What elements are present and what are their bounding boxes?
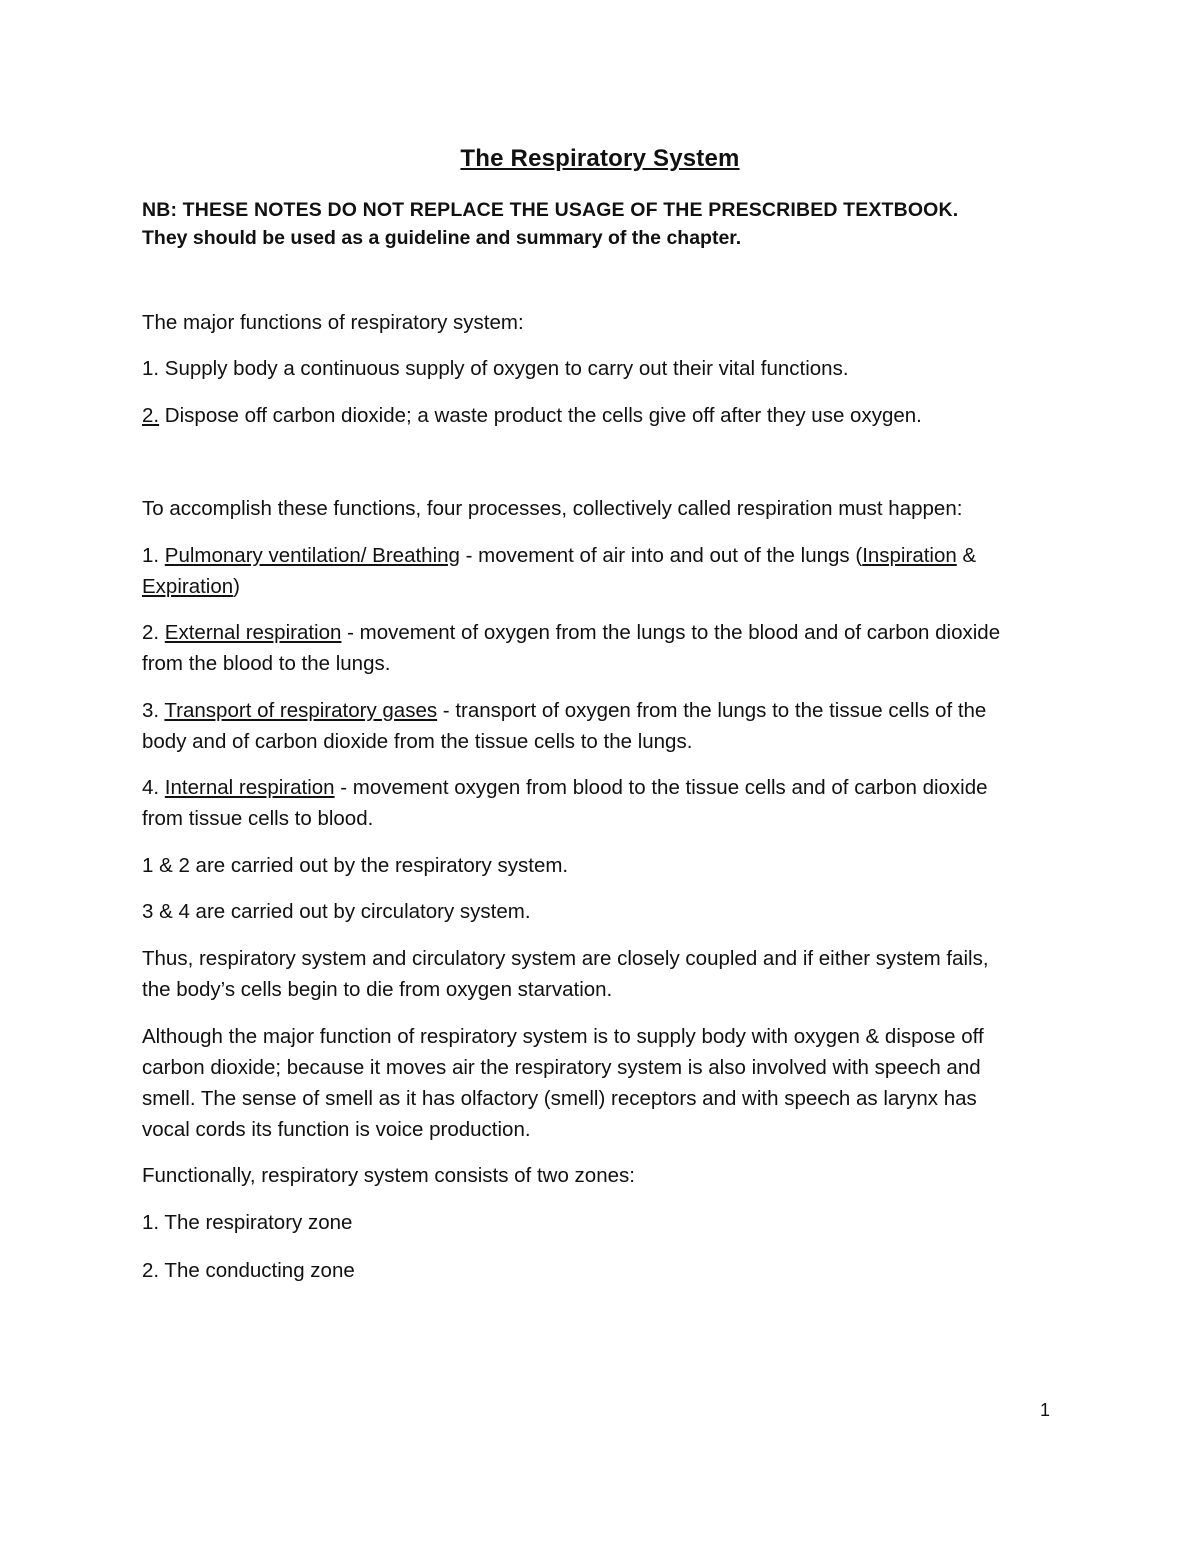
processes-heading: To accomplish these functions, four processes, collectively called respiration must happen: [142, 497, 963, 520]
process-1-text-a: - movement of air into and out of the lungs ( [459, 544, 863, 567]
process-item-4 [142, 772, 1072, 834]
zones-heading: Functionally, respiratory system consists of two zones: [142, 1164, 635, 1187]
process-item-2 [142, 617, 1072, 679]
process-1-text-c: ) [233, 575, 240, 598]
although-line-1: Although the major function of respiratory system is to supply body with oxygen & dispose off [142, 1025, 984, 1048]
zone-item-2: 2. The conducting zone [142, 1259, 355, 1282]
functions-heading: The major functions of respiratory system: [142, 311, 524, 334]
process-4-text-a: - movement oxygen from blood to the tissue cells and of carbon dioxide [334, 776, 988, 799]
thus-line-1: Thus, respiratory system and circulatory system are closely coupled and if either system fails, [142, 947, 989, 970]
process-3-text-b: body and of carbon dioxide from the tissue cells to the lungs. [142, 730, 693, 753]
process-4-number: 4. [142, 776, 165, 799]
process-item-3 [142, 695, 1072, 757]
process-4-term: Internal respiration [164, 776, 335, 799]
process-3-text-a: - transport of oxygen from the lungs to the tissue cells of the [437, 699, 987, 722]
zone-item-1: 1. The respiratory zone [142, 1211, 353, 1234]
function-item-2-number: 2. [142, 404, 160, 427]
although-line-2: carbon dioxide; because it moves air the respiratory system is also involved with speech and [142, 1056, 981, 1079]
page-number: 1 [1040, 1400, 1051, 1420]
process-1-term-inspiration: Inspiration [862, 544, 957, 567]
process-2-text-a: - movement of oxygen from the lungs to the blood and of carbon dioxide [341, 621, 1001, 644]
function-item-1: 1. Supply body a continuous supply of oxygen to carry out their vital functions. [142, 357, 849, 380]
process-1-term-expiration: Expiration [142, 575, 234, 598]
process-2-text-b: from the blood to the lungs. [142, 652, 391, 675]
process-1-term: Pulmonary ventilation/ Breathing [164, 544, 460, 567]
process-4-text-b: from tissue cells to blood. [142, 807, 374, 830]
process-item-1 [142, 540, 1072, 602]
nb-notice [142, 196, 1072, 252]
page-title: The Respiratory System [460, 145, 740, 172]
process-2-term: External respiration [164, 621, 342, 644]
process-1-text-b: & [956, 544, 977, 567]
although-paragraph [142, 1021, 1072, 1145]
process-3-number: 3. [142, 699, 165, 722]
although-line-3: smell. The sense of smell as it has olfactory (smell) receptors and with speech as larynx has [142, 1087, 977, 1110]
function-item-2 [142, 400, 1072, 431]
although-line-4: vocal cords its function is voice production. [142, 1118, 531, 1141]
nb-notice-line-1: NB: THESE NOTES DO NOT REPLACE THE USAGE OF THE PRESCRIBED TEXTBOOK. [142, 199, 959, 221]
process-3-term: Transport of respiratory gases [164, 699, 438, 722]
process-2-number: 2. [142, 621, 165, 644]
function-item-2-text: Dispose off carbon dioxide; a waste product the cells give off after they use oxygen. [159, 404, 922, 427]
note-circulatory: 3 & 4 are carried out by circulatory system. [142, 900, 531, 923]
thus-line-2: the body’s cells begin to die from oxygen starvation. [142, 978, 613, 1001]
note-respiratory: 1 & 2 are carried out by the respiratory system. [142, 854, 569, 877]
process-1-number: 1. [142, 544, 165, 567]
nb-notice-line-2: They should be used as a guideline and summary of the chapter. [142, 227, 742, 249]
thus-paragraph [142, 943, 1072, 1005]
